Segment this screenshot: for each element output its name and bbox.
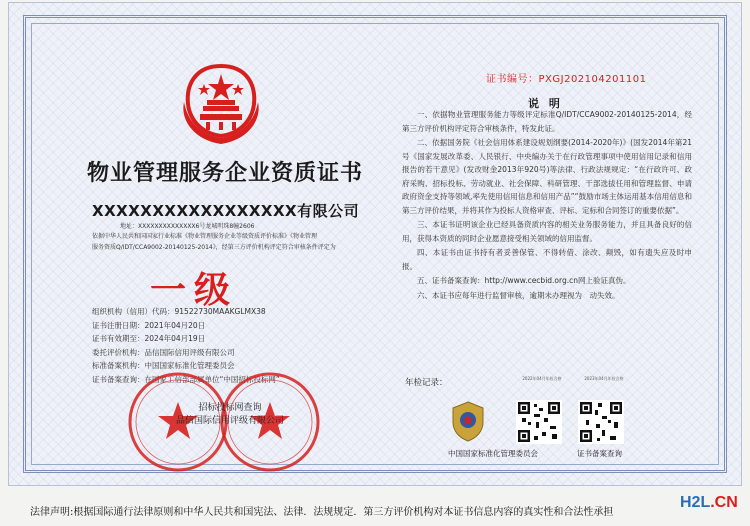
basis-line: 服务资质Q/IDT/CCA9002-20140125-2014》，经第三方评价机构评定符合审核条件评定为 bbox=[92, 244, 336, 251]
note-item: 三、本证书证明该企业已经具备资质内容的相关业务服务能力，并且具备良好的信用，获得本资质的同时企业愿意接受相关领域的信用监督。 bbox=[402, 220, 692, 243]
grade-level: 一级 bbox=[150, 269, 239, 311]
legal-statement: 法律声明:根据国际通行法律原则和中华人民共和国宪法、法律．法规规定．第三方评价机构对本证书信息内容的真实性和合法性承担 bbox=[30, 507, 614, 518]
certificate-title: 物业管理服务企业资质证书 bbox=[86, 160, 363, 186]
annual-record-caption: 2022年04月年检合格 bbox=[522, 376, 562, 381]
record-query-label: 证书备案查询 bbox=[577, 449, 622, 458]
watermark-logo bbox=[680, 494, 738, 512]
certificate-number: 证书编号：PXGJ202104201101 bbox=[486, 74, 647, 85]
note-item: 五、证书备案查询：http://www.cecbid.org.cn网上验证真伪。 bbox=[417, 276, 631, 285]
standard-committee-badge-icon bbox=[450, 400, 486, 442]
annual-record-label: 年检记录： bbox=[405, 378, 448, 388]
note-item: 二、依据国务院《社会信用体系建设规划纲要(2014-2020年)》(国发2014年第21号《国家发展改革委、人民银行、中央编办关于在行政管理事项中使用信用记录和信用报告的若干意见》(发改财金2013年920号)等法律、行政法规规定：“在行政许可、政府采购、招标投标、劳动就业、社会保障、科研管理、干部选拔任用和管理监督、申请政府资金支持等领域,率先使用信用信息和信用产品”“鼓励市场主体运用基本信用信息和第三方评价结果，并将其作为投标人资格审查、评标、定标和合同签订的重要依据”。 bbox=[402, 138, 692, 215]
company-name: XXXXXXXXXXXXXXXXX有限公司 bbox=[92, 202, 360, 220]
certification-basis bbox=[92, 231, 362, 253]
seal-caption-line: 招标投标网查询 bbox=[198, 403, 262, 413]
seal-caption-line: 品信国际信用评级有限公司 bbox=[175, 416, 284, 426]
basis-line: 依据中华人民共和国国家行业标准《物业管理服务企业等级资质评价标准》《物业管理 bbox=[92, 233, 318, 240]
notes-list bbox=[402, 108, 692, 303]
watermark-part: .CN bbox=[710, 494, 738, 511]
qr-code-icon bbox=[578, 400, 624, 444]
notes-heading: 说 明 bbox=[528, 97, 563, 110]
emblem-icon bbox=[176, 62, 266, 148]
info-record-query: 证书备案查询：在国家工信部部属单位“中国招标投标网” bbox=[92, 374, 280, 384]
watermark-part: H2L bbox=[680, 494, 711, 511]
info-register-date: 证书注册日期：2021年04月20日 bbox=[92, 320, 206, 330]
note-item: 一、依据物业管理服务能力等级评定标准Q/IDT/CCA9002-20140125-2014，经第三方评价机构评定符合审核条件，特发此证。 bbox=[402, 110, 692, 133]
annual-record-caption: 2023年04月年检合格 bbox=[584, 376, 624, 381]
company-address: 地址：XXXXXXXXXXXXXX6号龙城明珠8幢2606 bbox=[120, 223, 255, 230]
note-item: 六、本证书应每年进行监督审核，逾期未办理视为 动失效。 bbox=[417, 290, 620, 300]
info-agency: 委托评价机构：品信国际信用评级有限公司 bbox=[92, 347, 235, 357]
info-credit-code: 组织机构（信用）代码：91522730MAAKGLMX38 bbox=[92, 307, 266, 316]
info-standard-agency: 标准备案机构：中国国家标准化管理委员会 bbox=[92, 361, 235, 370]
note-item: 四、本证书由证书持有者妥善保管、不得转借、涂改、颠毁，如有遗失应及时申报。 bbox=[402, 248, 692, 271]
qr-code-icon bbox=[516, 400, 562, 444]
info-valid-until: 证书有效期至：2024年04月19日 bbox=[92, 334, 206, 343]
standard-committee-label: 中国国家标准化管理委员会 bbox=[448, 449, 538, 458]
seal-caption bbox=[140, 402, 320, 428]
